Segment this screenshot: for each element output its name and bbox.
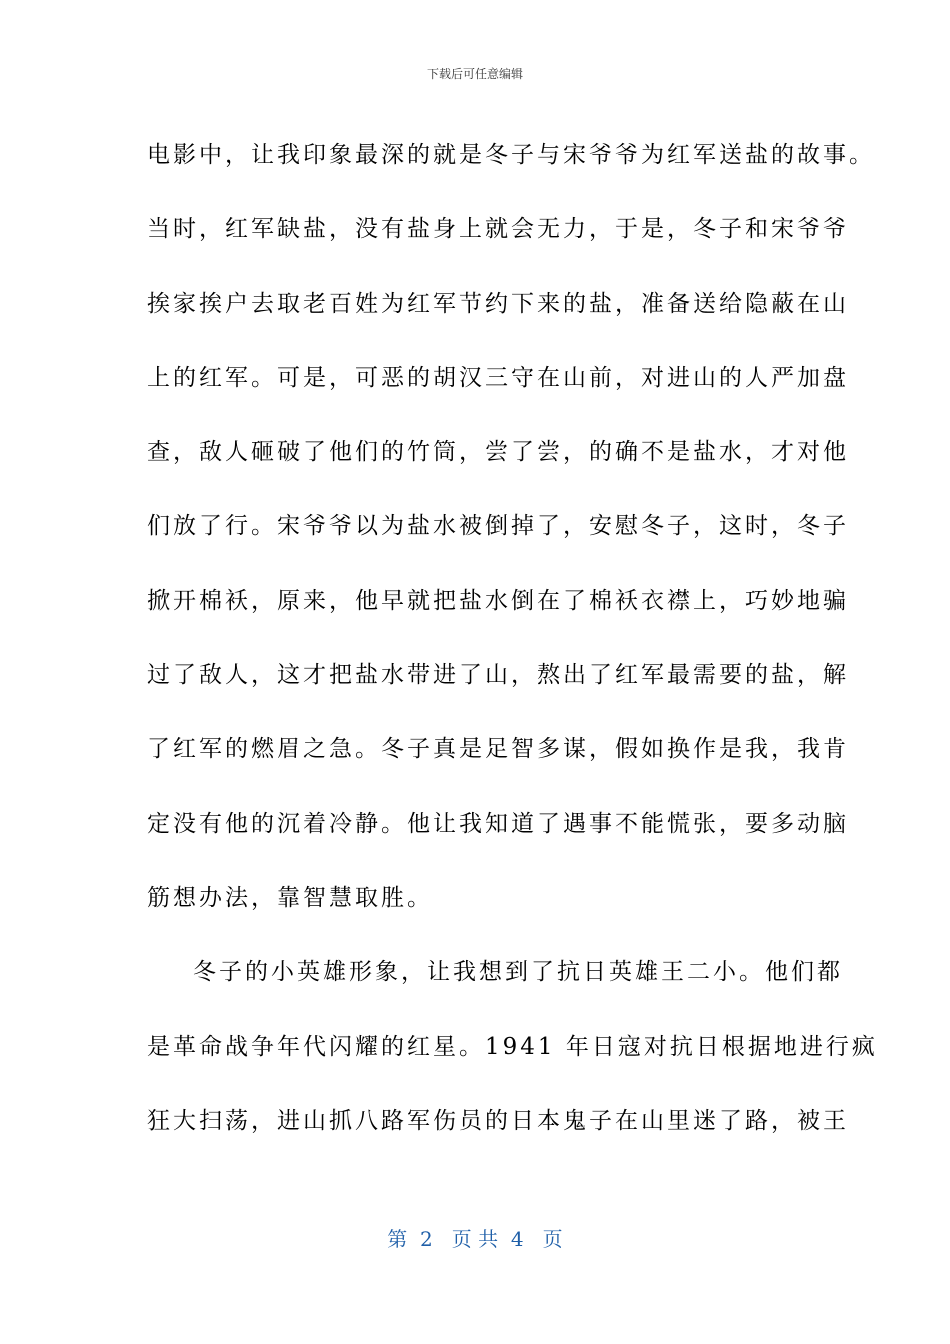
page-number-footer: 第 2 页 共 4 页 (387, 1227, 563, 1251)
paragraph-start-line: 冬子的小英雄形象，让我想到了抗日英雄王二小。他们都 (193, 959, 843, 986)
text-line: 当时，红军缺盐，没有盐身上就会无力，于是，冬子和宋爷爷 (147, 216, 849, 243)
text-line: 上的红军。可是，可恶的胡汉三守在山前，对进山的人严加盘 (147, 364, 849, 391)
text-line: 挨家挨户去取老百姓为红军节约下来的盐，准备送给隐蔽在山 (147, 290, 849, 317)
text-line: 掀开棉袄，原来，他早就把盐水倒在了棉袄衣襟上，巧妙地骗 (147, 587, 849, 614)
text-line: 定没有他的沉着冷静。他让我知道了遇事不能慌张，要多动脑 (147, 810, 849, 837)
text-line: 了红军的燃眉之急。冬子真是足智多谋，假如换作是我，我肯 (147, 736, 849, 763)
text-line: 查，敌人砸破了他们的竹筒，尝了尝，的确不是盐水，才对他 (147, 439, 849, 466)
text-line: 狂大扫荡，进山抓八路军伤员的日本鬼子在山里迷了路，被王 (147, 1107, 849, 1134)
text-line: 筋想办法，靠智慧取胜。 (147, 884, 433, 911)
document-body (147, 118, 878, 1158)
text-line: 们放了行。宋爷爷以为盐水被倒掉了，安慰冬子，这时，冬子 (147, 513, 849, 540)
text-line: 过了敌人，这才把盐水带进了山，熬出了红军最需要的盐，解 (147, 662, 849, 689)
page-header-note: 下载后可任意编辑 (426, 67, 523, 81)
text-line: 是革命战争年代闪耀的红星。1941 年日寇对抗日根据地进行疯 (147, 1033, 878, 1060)
text-line: 电影中，让我印象最深的就是冬子与宋爷爷为红军送盐的故事。 (147, 142, 875, 168)
